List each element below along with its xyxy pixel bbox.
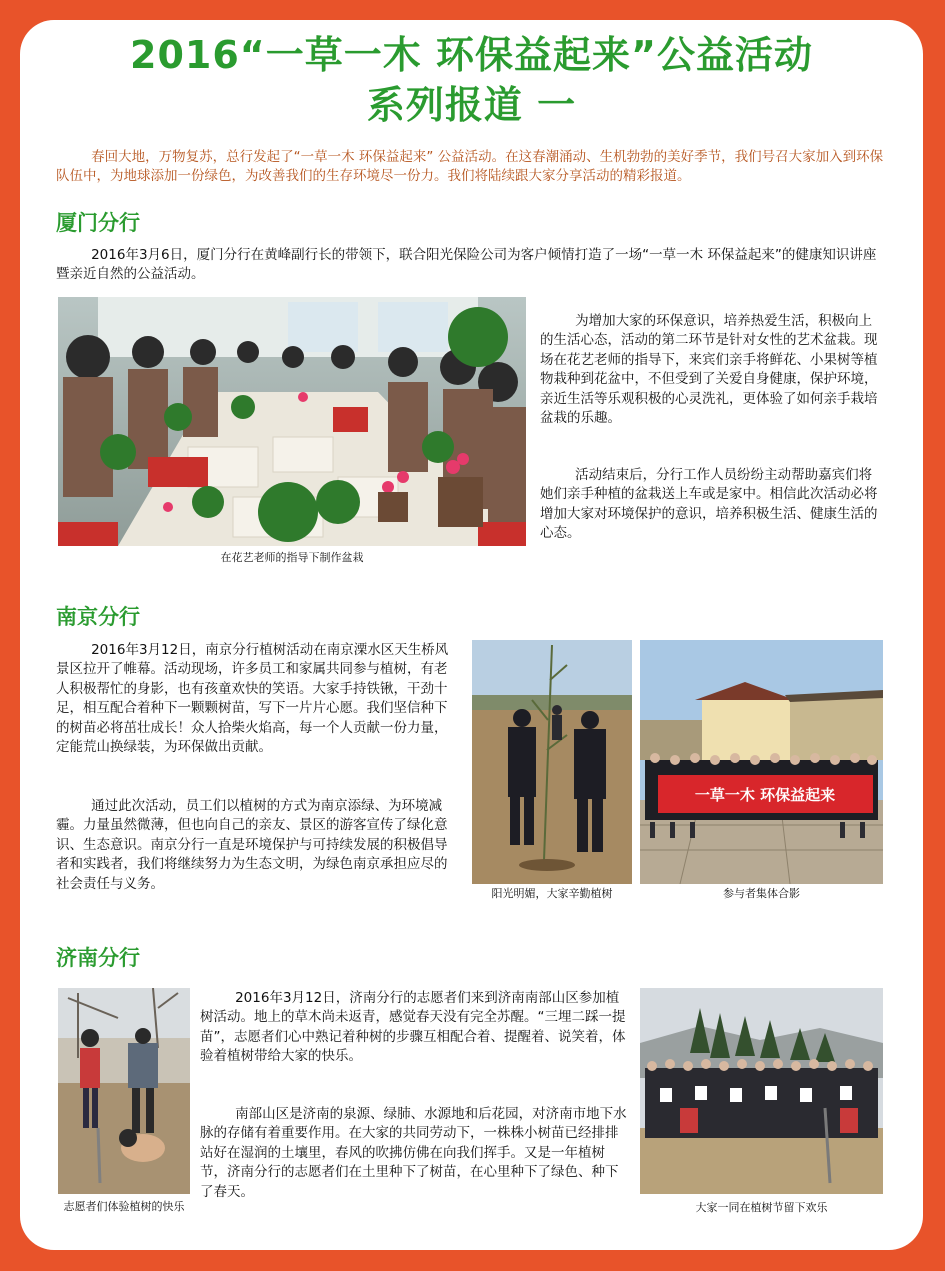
jinan-group-photo [640,988,883,1194]
poster-sheet [20,20,923,1250]
section-heading-xiamen: 厦门分行 [56,211,140,235]
nanjing-planting-photo [472,640,632,884]
jinan-paragraph-2: 南部山区是济南的泉源、绿肺、水源地和后花园，对济南市地下水脉的存储有着重要作用。在大家的共同劳动下，一株株小树苗已经排排站好在湿润的土壤里，春风的吹拂仿佛在向我们挥手。又是一年植树节，济南分行的志愿者们在土里种下了树苗，在心里种下了绿色、种下了春天。 [200,1106,627,1200]
intro-paragraph: 春回大地，万物复苏，总行发起了“一草一木 环保益起来” 公益活动。在这春潮涌动、生机勃勃的美好季节，我们号召大家加入到环保队伍中，为地球添加一份绿色，为改善我们的生存环境尽一份力。我们将陆续跟大家分享活动的精彩报道。 [56,149,884,184]
nanjing-photo1-caption: 阳光明媚，大家辛勤植树 [491,887,613,900]
page-title-line1: 2016“一草一木 环保益起来”公益活动 [130,33,813,77]
xiamen-bonsai-photo [58,297,526,546]
xiamen-lead-paragraph: 2016年3月6日，厦门分行在黄峰副行长的带领下，联合阳光保险公司为客户倾情打造了一场“一草一木 环保益起来”的健康知识讲座暨亲近自然的公益活动。 [56,247,877,283]
nanjing-paragraph-2: 通过此次活动，员工们以植树的方式为南京添绿、为环境减霾。力量虽然微薄，但也向自己的亲友、景区的游客宣传了绿化意识、生态意识。南京分行一直是环境保护与可持续发展的积极倡导者和实践者，我们将继续努力为生态文明，为绿色南京承担应尽的社会责任与义务。 [56,798,448,892]
nanjing-group-photo [640,640,883,884]
page-title-line2: 系列报道 一 [366,83,577,127]
jinan-photo1-caption: 志愿者们体验植树的快乐 [63,1200,185,1213]
section-heading-jinan: 济南分行 [56,946,140,970]
jinan-photo2-caption: 大家一同在植树节留下欢乐 [695,1201,828,1214]
jinan-paragraph-1: 2016年3月12日，济南分行的志愿者们来到济南南部山区参加植树活动。地上的草木尚未返青，感觉春天没有完全苏醒。“三埋二踩一提苗”，志愿者们心中熟记着种树的步骤互相配合着、提醒着、说笑着，体验着植树带给大家的快乐。 [200,990,626,1065]
xiamen-paragraph-2: 活动结束后，分行工作人员纷纷主动帮助嘉宾们将她们亲手种植的盆栽送上车或是家中。相信此次活动必将增加大家对环境保护的意识，培养积极生活、健康生活的心态。 [540,467,878,542]
nanjing-banner-text: 一草一木 环保益起来 [694,786,836,804]
jinan-volunteers-photo [58,988,190,1194]
xiamen-paragraph-1: 为增加大家的环保意识，培养热爱生活，积极向上的生活心态，活动的第二环节是针对女性的艺术盆栽。现场在花艺老师的指导下，来宾们亲手将鲜花、小果树等植物栽种到花盆中，不但受到了关爱自身健康，保护环境，亲近生活等乐观积极的心灵洗礼，更体验了如何亲手栽培盆栽的乐趣。 [540,313,878,427]
xiamen-photo-caption: 在花艺老师的指导下制作盆栽 [220,551,364,564]
section-heading-nanjing: 南京分行 [56,605,140,629]
nanjing-paragraph-1: 2016年3月12日，南京分行植树活动在南京溧水区天生桥风景区拉开了帷幕。活动现场，许多员工和家属共同参与植树，有老人积极帮忙的身影，也有孩童欢快的笑语。大家手持铁锹，干劲十足，相互配合着种下一颗颗树苗，写下一片片心愿。我们坚信种下的树苗必将茁壮成长！众人拾柴火焰高，每一个人贡献一份力量，定能荒山换绿装，为环保做出贡献。 [56,642,449,756]
nanjing-photo2-caption: 参与者集体合影 [723,887,800,900]
